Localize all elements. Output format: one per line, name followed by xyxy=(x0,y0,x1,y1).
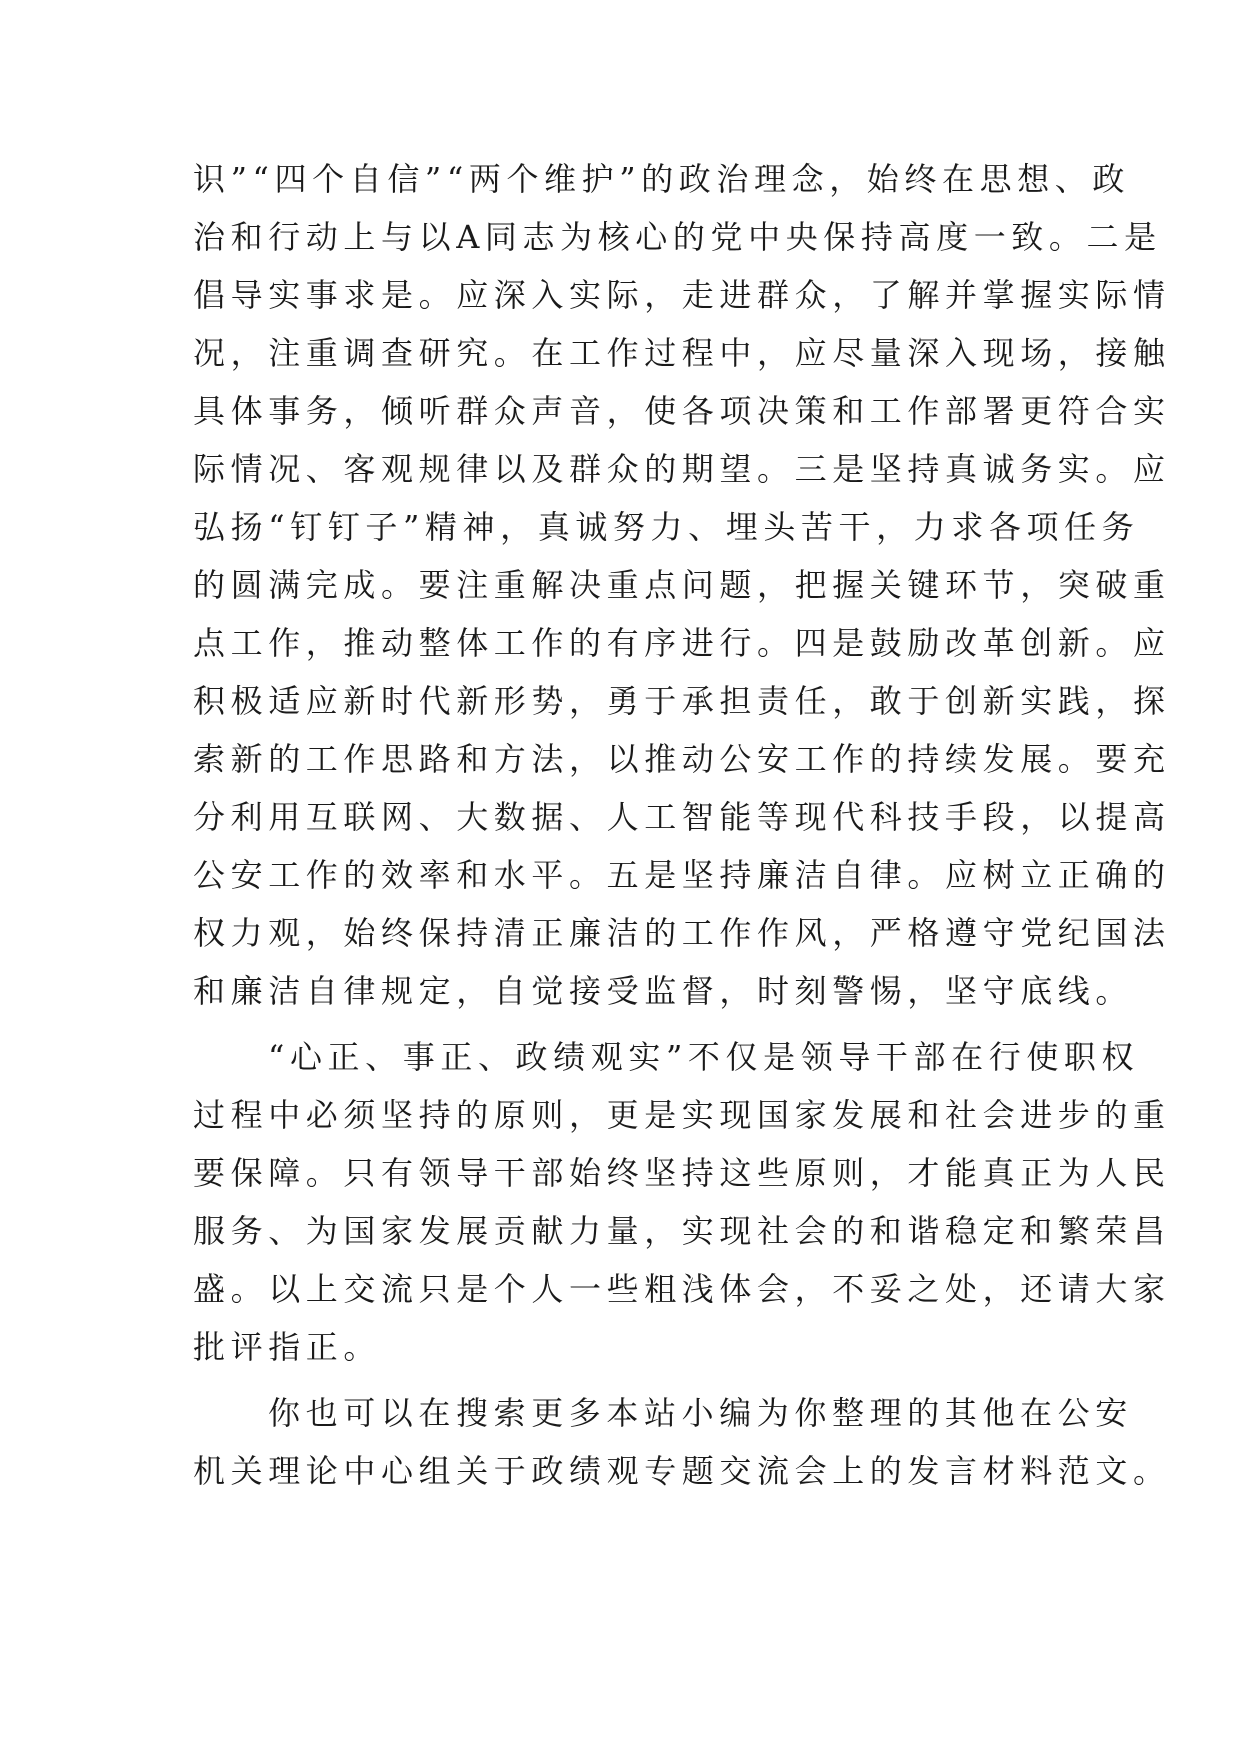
paragraph-2 xyxy=(193,1028,1171,1376)
text-line: 的圆满完成。要注重解决重点问题，把握关键环节，突破重 xyxy=(193,566,1171,604)
paragraph-gap xyxy=(193,1376,1073,1384)
text-line: 积极适应新时代新形势，勇于承担责任，敢于创新实践，探 xyxy=(193,682,1171,720)
text-line: 点工作，推动整体工作的有序进行。四是鼓励改革创新。应 xyxy=(193,624,1171,662)
text-line: 权力观，始终保持清正廉洁的工作作风，严格遵守党纪国法 xyxy=(193,914,1171,952)
text-line: 倡导实事求是。应深入实际，走进群众，了解并掌握实际情 xyxy=(193,276,1171,314)
text-line: 批评指正。 xyxy=(193,1328,382,1366)
text-line: 公安工作的效率和水平。五是坚持廉洁自律。应树立正确的 xyxy=(193,856,1171,894)
text-line: 弘扬“钉钉子”精神，真诚努力、埋头苦干，力求各项任务 xyxy=(193,508,1140,546)
paragraph-gap xyxy=(193,1020,1073,1028)
text-line: 具体事务，倾听群众声音，使各项决策和工作部署更符合实 xyxy=(193,392,1171,430)
paragraph-3 xyxy=(193,1384,1171,1500)
text-line: 识”“四个自信”“两个维护”的政治理念，始终在思想、政 xyxy=(193,160,1130,198)
paragraph-1 xyxy=(193,150,1171,1020)
text-line: 和廉洁自律规定，自觉接受监督，时刻警惕，坚守底线。 xyxy=(193,972,1134,1010)
text-line: 况，注重调查研究。在工作过程中，应尽量深入现场，接触 xyxy=(193,334,1171,372)
text-line: 你也可以在搜索更多本站小编为你整理的其他在公安 xyxy=(268,1394,1133,1432)
document-body xyxy=(193,150,1171,1500)
text-line: 过程中必须坚持的原则，更是实现国家发展和社会进步的重 xyxy=(193,1096,1171,1134)
text-line: 治和行动上与以A同志为核心的党中央保持高度一致。二是 xyxy=(193,218,1162,256)
text-line: “心正、事正、政绩观实”不仅是领导干部在行使职权 xyxy=(268,1038,1140,1076)
text-line: 机关理论中心组关于政绩观专题交流会上的发言材料范文。 xyxy=(193,1452,1171,1490)
text-line: 索新的工作思路和方法，以推动公安工作的持续发展。要充 xyxy=(193,740,1171,778)
text-line: 际情况、客观规律以及群众的期望。三是坚持真诚务实。应 xyxy=(193,450,1171,488)
text-line: 要保障。只有领导干部始终坚持这些原则，才能真正为人民 xyxy=(193,1154,1171,1192)
text-line: 分利用互联网、大数据、人工智能等现代科技手段，以提高 xyxy=(193,798,1171,836)
text-line: 盛。以上交流只是个人一些粗浅体会，不妥之处，还请大家 xyxy=(193,1270,1171,1308)
text-line: 服务、为国家发展贡献力量，实现社会的和谐稳定和繁荣昌 xyxy=(193,1212,1171,1250)
